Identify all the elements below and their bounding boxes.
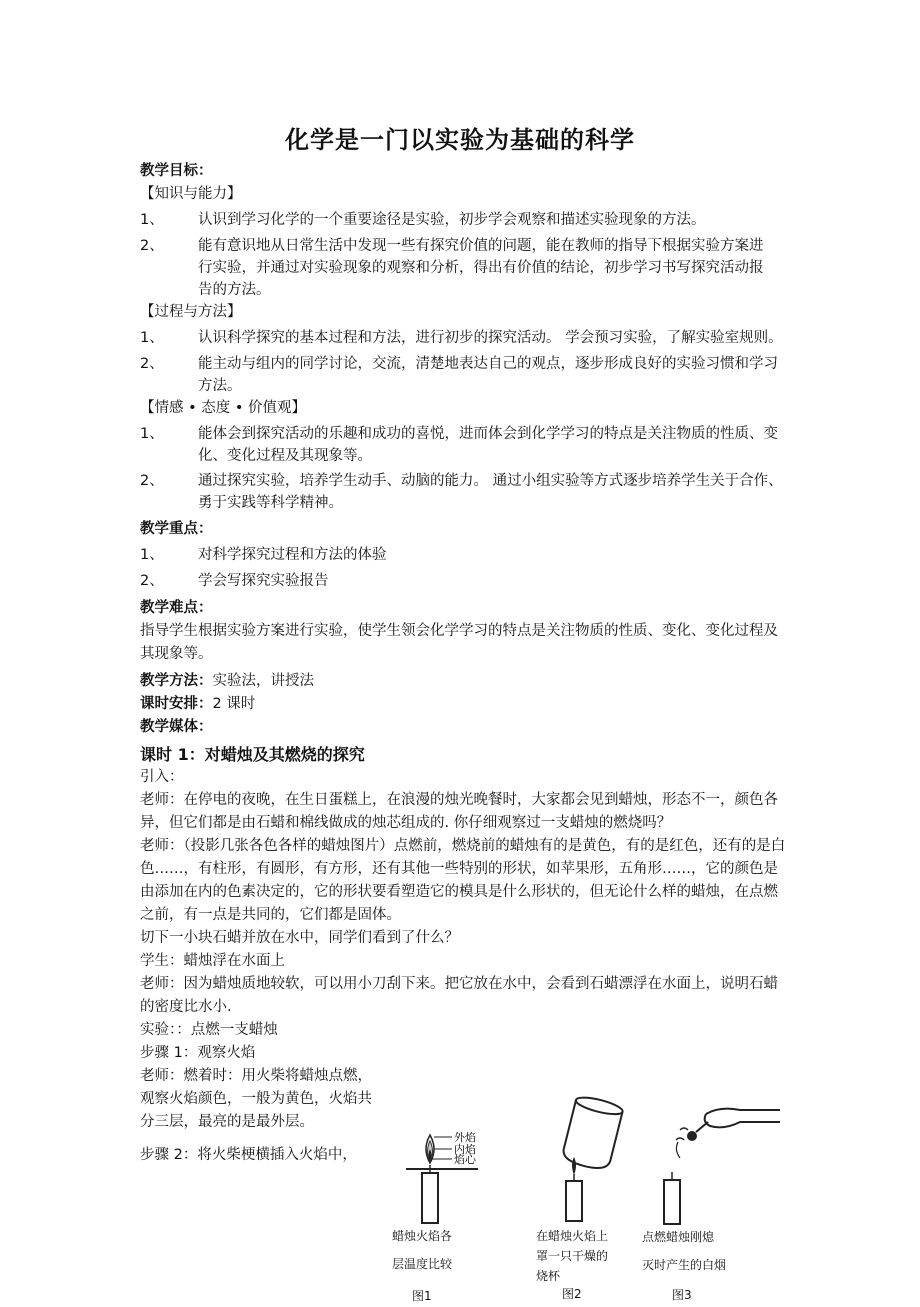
caption-line: 点燃蜡烛刚熄 xyxy=(642,1230,715,1244)
difficulty-heading: 教学难点： xyxy=(140,600,213,616)
figure-label: 图1 xyxy=(412,1289,432,1303)
schedule-label: 课时安排： xyxy=(140,696,213,712)
item-text: 能有意识地从日常生活中发现一些有探究价值的问题，能在教师的指导下根据实验方案进行实验，并通过对实验现象的观察和分析，得出有价值的结论，初步学习书写探究活动报告的方法。 xyxy=(198,238,764,298)
match-head xyxy=(687,1131,697,1141)
figure-1-caption xyxy=(392,1225,512,1307)
schedule-value: 2 课时 xyxy=(212,696,256,712)
list-item xyxy=(140,423,790,467)
list-item xyxy=(140,353,790,397)
item-number: 1、 xyxy=(140,330,164,346)
figure-label: 图2 xyxy=(562,1287,582,1301)
difficulty-text: 指导学生根据实验方案进行实验，使学生领会化学学习的特点是关注物质的性质、变化、变化过程及其现象等。 xyxy=(140,623,778,662)
list-item xyxy=(140,544,790,567)
flame-label: 内焰 xyxy=(454,1143,476,1156)
paragraph: 实验：：点燃一支蜡烛 xyxy=(140,1022,278,1038)
caption-line: 在蜡烛火焰上 xyxy=(536,1229,609,1243)
hand-outline xyxy=(705,1114,780,1127)
document-title: 化学是一门以实验为基础的科学 xyxy=(285,126,635,154)
item-text: 通过探究实验，培养学生动手、动脑的能力。 通过小组实验等方式逐步培养学生关于合作、勇于实践等科学精神。 xyxy=(198,473,783,511)
flame-label: 外焰 xyxy=(454,1131,476,1144)
item-text: 认识到学习化学的一个重要途径是实验，初步学会观察和描述实验现象的方法。 xyxy=(198,212,706,228)
item-number: 2、 xyxy=(140,573,164,589)
list-item xyxy=(140,470,790,514)
paragraph: 切下一小块石蜡并放在水中，同学们看到了什么？ xyxy=(140,930,459,946)
candle-body xyxy=(664,1180,680,1224)
paragraph: 老师：燃着时：用火柴将蜡烛点燃，观察火焰颜色，一般为黄色，火焰共分三层，最亮的是最外层。 xyxy=(140,1068,372,1130)
key-heading: 教学重点： xyxy=(140,521,213,537)
item-number: 2、 xyxy=(140,238,164,254)
paragraph: 步骤 2：将火柴梗横插入火焰中， xyxy=(140,1147,357,1163)
caption-line: 罩一只干燥的 xyxy=(536,1249,609,1263)
item-number: 2、 xyxy=(140,356,164,372)
beaker xyxy=(561,1094,624,1172)
item-text: 能主动与组内的同学讨论，交流，清楚地表达自己的观点，逐步形成良好的实验习惯和学习方法。 xyxy=(198,356,778,394)
figure-2 xyxy=(530,1095,650,1300)
figure-3 xyxy=(640,1100,790,1300)
process-heading: 【过程与方法】 xyxy=(140,304,242,320)
match-stick xyxy=(696,1122,708,1132)
item-number: 2、 xyxy=(140,473,164,489)
paragraph: 老师：在停电的夜晚，在生日蛋糕上，在浪漫的烛光晚餐时，大家都会见到蜡烛，形态不一，颜色各异，但它们都是由石蜡和棉线做成的烛芯组成的. 你仔细观察过一支蜡烛的燃烧吗？ xyxy=(140,792,778,831)
caption-line: 灭时产生的白烟 xyxy=(642,1258,727,1272)
caption-line: 烧杯 xyxy=(536,1269,561,1283)
item-text: 认识科学探究的基本过程和方法，进行初步的探究活动。 学会预习实验，了解实验室规则。 xyxy=(198,330,783,346)
figure-label: 图3 xyxy=(672,1288,692,1302)
item-text: 对科学探究过程和方法的体验 xyxy=(198,547,387,563)
method-line xyxy=(140,670,790,693)
item-text: 学会写探究实验报告 xyxy=(198,573,329,589)
emotion-heading: 【情感 • 态度 • 价值观】 xyxy=(140,400,307,416)
smoke-curl xyxy=(676,1138,684,1140)
caption-line: 层温度比较 xyxy=(392,1257,453,1271)
intro-label: 引入： xyxy=(140,769,184,785)
relight-smoke-illustration xyxy=(640,1100,790,1230)
candle-body xyxy=(422,1173,438,1223)
list-item xyxy=(140,235,790,301)
paragraph: 老师：因为蜡烛质地较软，可以用小刀刮下来。把它放在水中，会看到石蜡漂浮在水面上，说明石蜡的密度比水小. xyxy=(140,976,778,1015)
item-number: 1、 xyxy=(140,212,164,228)
knowledge-heading: 【知识与能力】 xyxy=(140,186,242,202)
media-label: 教学媒体： xyxy=(140,719,213,735)
figure-3-caption xyxy=(642,1226,792,1306)
figure-1 xyxy=(392,1125,512,1303)
beaker-over-candle-illustration xyxy=(530,1095,650,1225)
smoke-curl xyxy=(680,1128,688,1130)
caption-line: 蜡烛火焰各 xyxy=(392,1229,453,1243)
document-body xyxy=(140,160,790,1167)
paragraph: 老师：（投影几张各色各样的蜡烛图片）点燃前，燃烧前的蜡烛有的是黄色，有的是红色，还有的是白色……，有柱形，有圆形，有方形，还有其他一些特别的形状，如苹果形，五角形……，它的颜色是由添加在内的色素决定的，它的形状要看塑造它的模具是什么形状的，但无论什么样的蜡烛，在点燃之前，有一点是共同的，它们都是固体。 xyxy=(140,838,786,923)
hand-outline xyxy=(706,1109,780,1114)
list-item xyxy=(140,327,790,350)
schedule-line xyxy=(140,693,790,716)
lesson-title: 课时 1：对蜡烛及其燃烧的探究 xyxy=(140,745,365,764)
list-item xyxy=(140,570,790,593)
figure-2-caption xyxy=(536,1225,656,1305)
goals-heading: 教学目标： xyxy=(140,163,213,179)
smoke-trail xyxy=(676,1142,680,1158)
item-text: 能体会到探究活动的乐趣和成功的喜悦，进而体会到化学学习的特点是关注物质的性质、变化、变化过程及其现象等。 xyxy=(198,426,778,464)
candle-flame-layers-illustration xyxy=(392,1125,512,1235)
candle-body xyxy=(566,1181,582,1221)
item-number: 1、 xyxy=(140,547,164,563)
item-number: 1、 xyxy=(140,426,164,442)
paragraph: 步骤 1：观察火焰 xyxy=(140,1045,256,1061)
list-item xyxy=(140,209,790,232)
flame-label: 焰心 xyxy=(454,1153,476,1166)
method-value: 实验法，讲授法 xyxy=(212,673,314,689)
paragraph: 学生：蜡烛浮在水面上 xyxy=(140,953,285,969)
method-label: 教学方法： xyxy=(140,673,213,689)
